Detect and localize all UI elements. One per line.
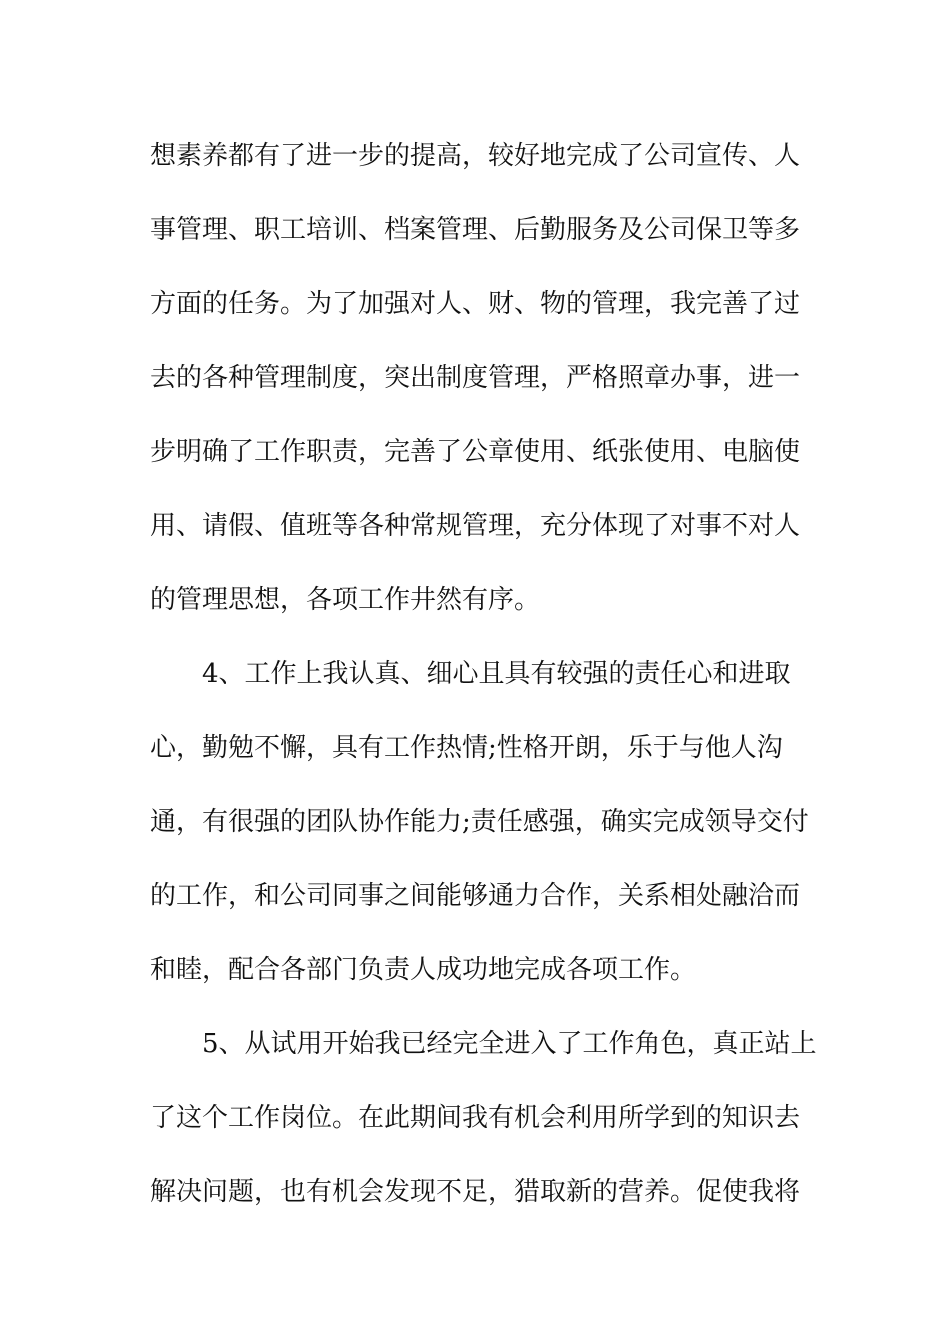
body-text [150,119,817,1229]
text-line: 用、请假、值班等各种常规管理，充分体现了对事不对人 [150,511,801,541]
text-line: 想素养都有了进一步的提高，较好地完成了公司宣传、人 [150,141,801,171]
paragraph-4-first-line: 4、工作上我认真、细心且具有较强的责任心和进取 [202,659,791,689]
text-line: 的工作，和公司同事之间能够通力合作，关系相处融洽而 [150,881,801,911]
text-line: 了这个工作岗位。在此期间我有机会利用所学到的知识去 [150,1103,801,1133]
text-line: 和睦，配合各部门负责人成功地完成各项工作。 [150,955,697,985]
text-line: 方面的任务。为了加强对人、财、物的管理，我完善了过 [150,289,801,319]
text-line: 心，勤勉不懈，具有工作热情;性格开朗，乐于与他人沟 [150,733,783,763]
text-line: 步明确了工作职责，完善了公章使用、纸张使用、电脑使 [150,437,801,467]
text-line: 解决问题，也有机会发现不足，猎取新的营养。促使我将 [150,1177,801,1207]
text-line: 通，有很强的团队协作能力;责任感强，确实完成领导交付 [150,807,809,837]
text-line: 的管理思想，各项工作井然有序。 [150,585,541,615]
paragraph-5-first-line: 5、从试用开始我已经完全进入了工作角色，真正站上 [202,1029,817,1059]
text-line: 去的各种管理制度，突出制度管理，严格照章办事，进一 [150,363,801,393]
text-line: 事管理、职工培训、档案管理、后勤服务及公司保卫等多 [150,215,801,245]
